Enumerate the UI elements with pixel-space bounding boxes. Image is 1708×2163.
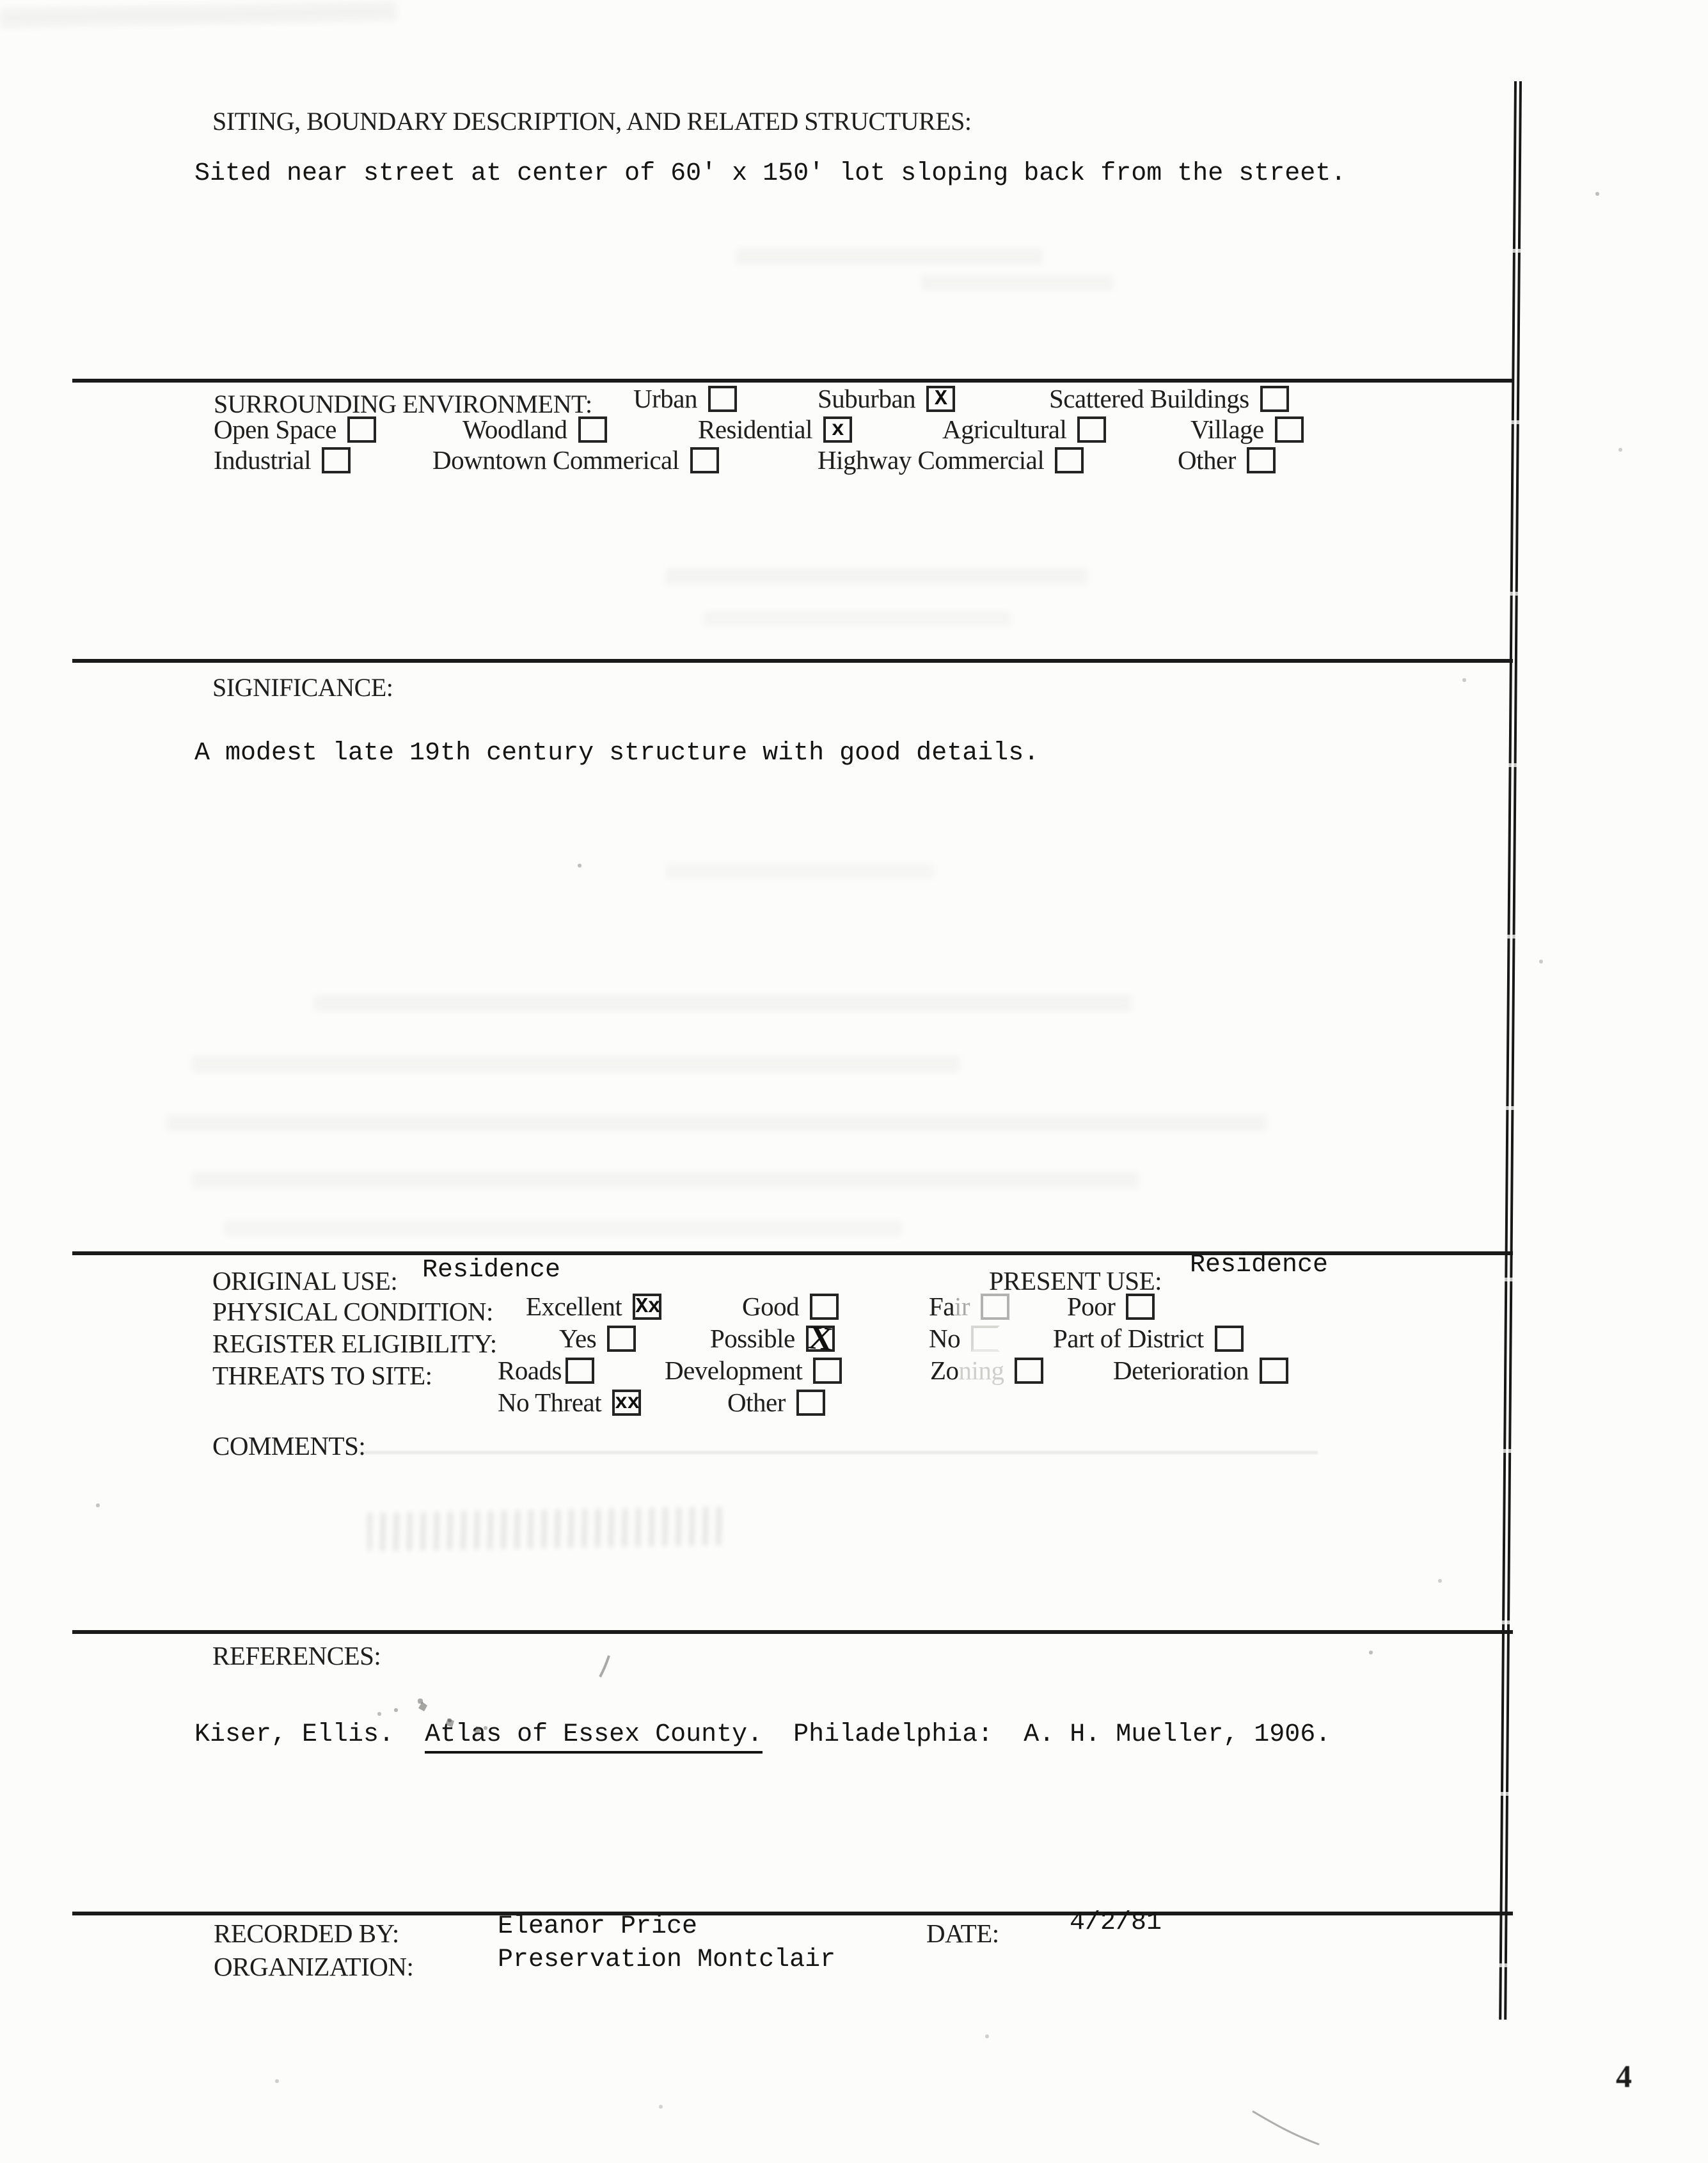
original-use-label: ORIGINAL USE:	[212, 1266, 398, 1295]
pen-flick	[600, 1656, 609, 1677]
checkbox-suburban: X	[926, 386, 955, 412]
env-option-urban: Urban	[633, 386, 737, 412]
significance-entry: A modest late 19th century structure with good details.	[194, 739, 1040, 768]
checkbox-no-threat: xx	[612, 1390, 641, 1416]
env-option-village: Village	[1190, 416, 1304, 443]
scan-artifact	[0, 2, 397, 28]
checkbox-yes	[607, 1326, 636, 1352]
checkbox-excellent: Xx	[633, 1294, 661, 1320]
threat-option-no-threat: No Threat xx	[498, 1390, 641, 1416]
checkbox-roads	[565, 1358, 594, 1384]
scan-artifact	[921, 275, 1113, 290]
scan-artifact	[358, 1451, 1318, 1454]
threat-option-roads: Roads	[498, 1358, 594, 1384]
checkbox-other-environment	[1247, 447, 1276, 473]
checkbox-good	[810, 1294, 839, 1320]
checkbox-development	[813, 1358, 842, 1384]
scan-artifact	[665, 864, 934, 879]
env-option-residential: Residential x	[698, 416, 852, 443]
section-rule	[72, 1912, 1513, 1915]
env-option-agricultural: Agricultural	[942, 416, 1106, 443]
date-value: 4/2/81	[1070, 1908, 1162, 1937]
checkbox-residential: x	[823, 416, 852, 443]
scan-artifact	[665, 568, 1087, 585]
checkbox-poor	[1126, 1294, 1155, 1320]
recorded-by-value: Eleanor Price	[498, 1912, 698, 1941]
checkbox-woodland	[578, 416, 607, 443]
comments-heading: COMMENTS:	[212, 1431, 366, 1461]
references-heading: REFERENCES:	[212, 1641, 381, 1670]
date-label: DATE:	[926, 1919, 999, 1948]
original-use-value: Residence	[422, 1256, 561, 1285]
environment-heading: SURROUNDING ENVIRONMENT:	[214, 390, 592, 418]
present-use-value: Residence	[1190, 1251, 1329, 1280]
checkbox-zoning	[1015, 1358, 1043, 1384]
siting-heading: SITING, BOUNDARY DESCRIPTION, AND RELATED STRUCTURES:	[212, 107, 972, 136]
condition-option-fair: Fair	[929, 1294, 1009, 1320]
eligibility-option-yes: Yes	[559, 1326, 636, 1352]
env-option-woodland: Woodland	[463, 416, 607, 443]
page-number: 4	[1616, 2058, 1632, 2094]
checkbox-other-threat	[796, 1390, 825, 1416]
checkbox-possible: X	[806, 1319, 834, 1358]
scan-artifact	[192, 1172, 1139, 1189]
pen-squiggle	[1253, 2111, 1319, 2144]
reference-citation: Kiser, Ellis. Atlas of Essex County. Philadelphia: A. H. Mueller, 1906.	[194, 1722, 1331, 1748]
checkbox-agricultural	[1077, 416, 1106, 443]
organization-label: ORGANIZATION:	[214, 1952, 414, 1981]
section-rule	[72, 379, 1513, 383]
scan-artifact	[224, 1221, 902, 1236]
scan-artifact	[736, 248, 1043, 265]
checkbox-highway-commercial	[1055, 447, 1084, 473]
register-eligibility-heading: REGISTER ELIGIBILITY:	[212, 1329, 497, 1358]
checkbox-village	[1275, 416, 1304, 443]
checkbox-industrial	[322, 447, 351, 473]
scan-speckles	[0, 0, 1, 1]
env-option-suburban: Suburban X	[818, 386, 955, 412]
checkbox-fair	[981, 1294, 1009, 1320]
organization-value: Preservation Montclair	[498, 1945, 836, 1974]
threat-option-zoning: Zoning	[930, 1358, 1043, 1384]
scan-artifact	[704, 611, 1011, 626]
siting-entry: Sited near street at center of 60' x 150' lot sloping back from the street.	[194, 159, 1347, 188]
threat-option-other: Other	[727, 1390, 825, 1416]
eligibility-option-no: No	[929, 1326, 1000, 1352]
scan-artifact	[192, 1056, 960, 1072]
present-use-label: PRESENT USE:	[989, 1266, 1162, 1295]
scan-artifact	[166, 1114, 1267, 1131]
recorded-by-label: RECORDED BY:	[214, 1919, 399, 1948]
env-option-open-space: Open Space	[214, 416, 376, 443]
env-option-other-environment: Other	[1178, 447, 1276, 473]
env-option-downtown-commerical: Downtown Commerical	[432, 447, 719, 473]
checkbox-part-of-district	[1215, 1326, 1244, 1352]
env-option-highway-commercial: Highway Commercial	[818, 447, 1084, 473]
checkbox-deterioration	[1260, 1358, 1288, 1384]
section-rule	[72, 1630, 1513, 1634]
condition-option-excellent: Excellent Xx	[526, 1294, 661, 1320]
checkbox-open-space	[347, 416, 376, 443]
significance-heading: SIGNIFICANCE:	[212, 673, 393, 702]
checkbox-scattered-buildings	[1260, 386, 1289, 412]
eligibility-option-part-of-district: Part of District	[1053, 1326, 1244, 1352]
threat-option-development: Development	[665, 1358, 842, 1384]
eligibility-option-possible: Possible X	[710, 1319, 834, 1358]
scan-artifact	[313, 995, 1132, 1011]
checkbox-urban	[708, 386, 737, 412]
physical-condition-heading: PHYSICAL CONDITION:	[212, 1297, 493, 1326]
scan-smudge	[368, 1507, 727, 1551]
condition-option-good: Good	[742, 1294, 839, 1320]
citation-title-underlined: Atlas of Essex County.	[425, 1720, 763, 1754]
threat-option-deterioration: Deterioration	[1113, 1358, 1288, 1384]
env-option-scattered-buildings: Scattered Buildings	[1049, 386, 1289, 412]
condition-option-poor: Poor	[1067, 1294, 1155, 1320]
section-rule	[72, 659, 1513, 663]
threats-heading: THREATS TO SITE:	[212, 1361, 432, 1390]
checkbox-downtown-commerical	[690, 447, 719, 473]
env-option-industrial: Industrial	[214, 447, 351, 473]
checkbox-no	[971, 1326, 1000, 1352]
